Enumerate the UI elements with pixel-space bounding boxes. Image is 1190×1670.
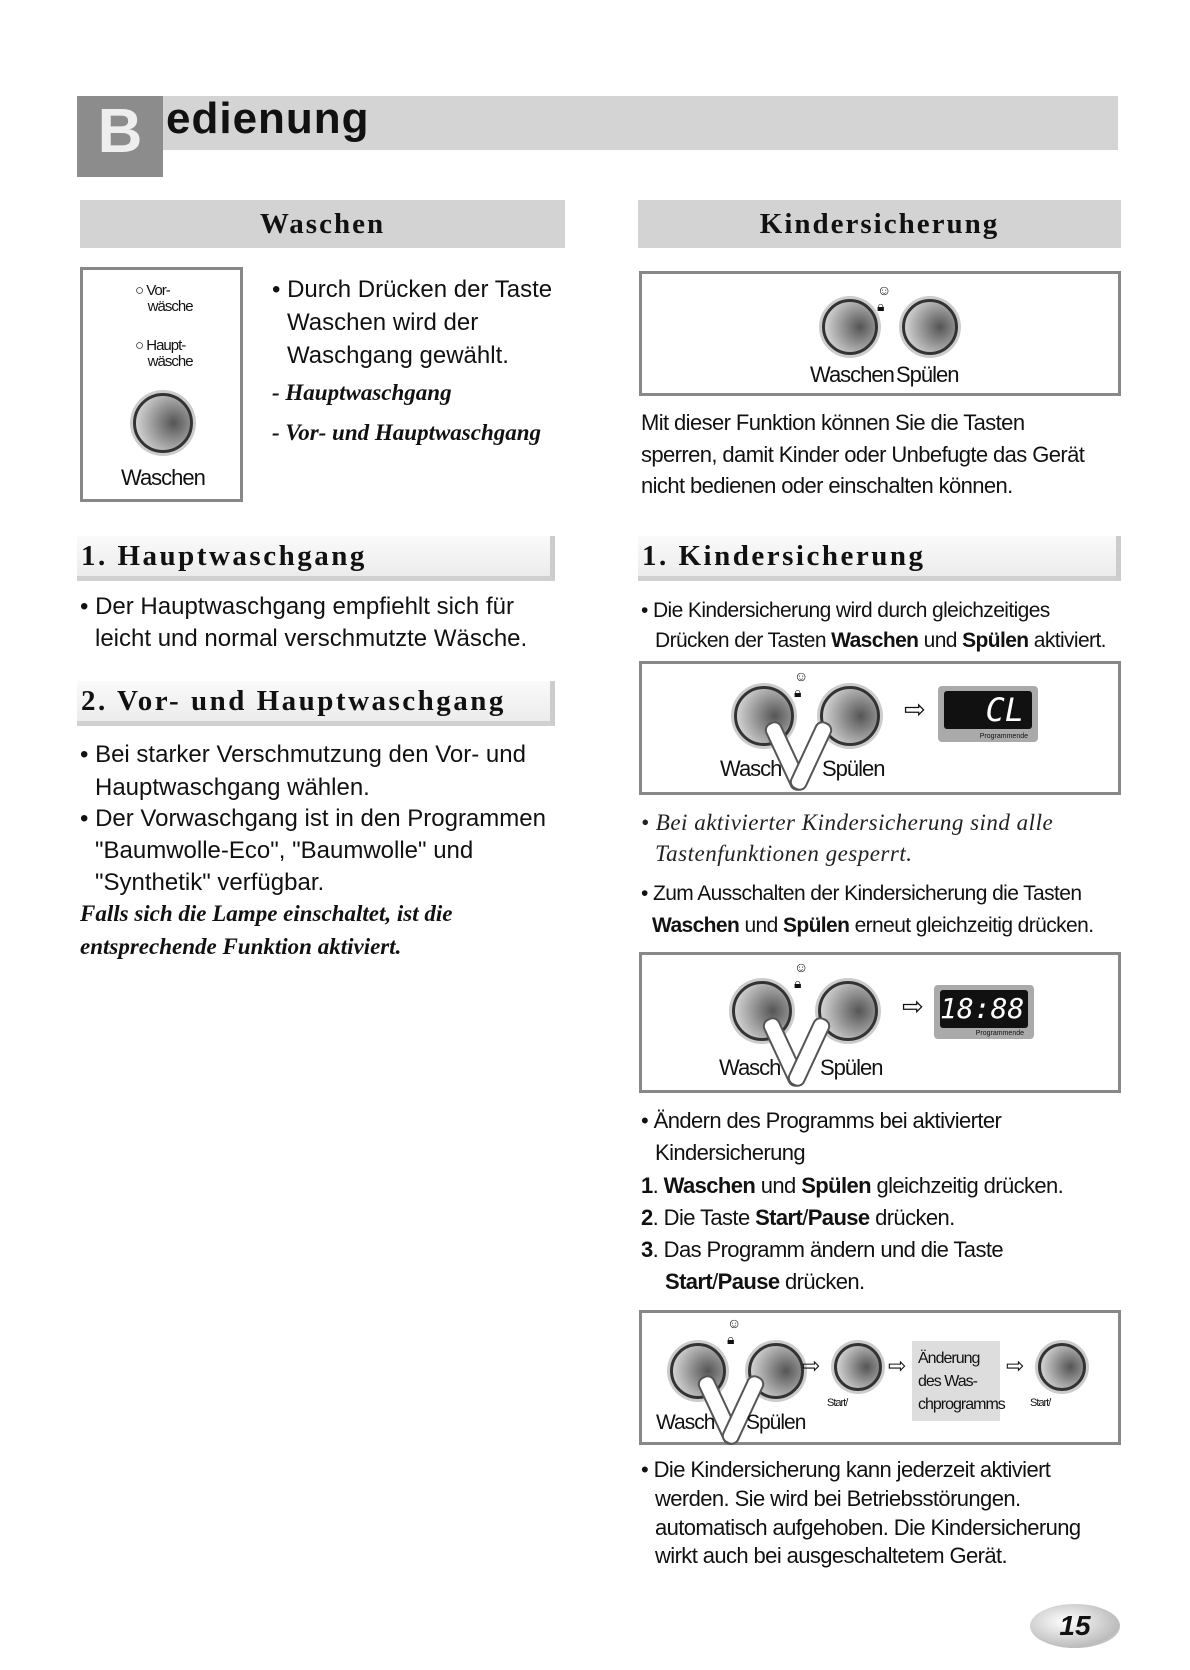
- arrow-right-icon: ⇨: [1006, 1353, 1025, 1378]
- led-label: wäsche: [147, 353, 193, 370]
- text: drücken.: [869, 1205, 955, 1230]
- waschen-button-icon: [822, 299, 878, 355]
- step-3-cont: [665, 1269, 865, 1295]
- bold-text: Pause: [807, 1205, 870, 1230]
- body-text: • Zum Ausschalten der Kindersicherung die Tasten: [641, 882, 1082, 905]
- header-initial: B: [77, 96, 163, 177]
- text: und: [755, 1173, 802, 1198]
- arrow-right-icon: ⇨: [904, 694, 926, 724]
- text: /: [802, 1205, 808, 1230]
- bold-text: Start: [755, 1205, 803, 1230]
- note-text: • Bei aktivierter Kindersicherung sind alle: [641, 810, 1054, 835]
- diagram-buttons: [639, 271, 1121, 396]
- button-label: Spülen: [822, 756, 885, 781]
- button-label: Wasch: [656, 1411, 715, 1434]
- bold-text: Spülen: [782, 914, 850, 937]
- body-text: sperren, damit Kinder oder Unbefugte das Gerät: [641, 442, 1085, 467]
- bold-text: Waschen: [652, 914, 740, 937]
- waschen-button-icon: [133, 393, 193, 453]
- child-lock-icon: ☺ 🔒︎: [794, 959, 809, 991]
- text: aktiviert.: [1028, 629, 1106, 652]
- step-number: 3: [641, 1237, 653, 1262]
- button-label: Start/: [827, 1397, 848, 1409]
- text: /: [712, 1269, 718, 1294]
- body-text: Kindersicherung: [655, 1140, 805, 1165]
- diagram-deactivate: [639, 952, 1121, 1093]
- text: Die Taste: [663, 1205, 756, 1230]
- bold-text: Pause: [717, 1269, 780, 1294]
- body-text: "Synthetik" verfügbar.: [95, 869, 325, 896]
- button-label: Waschen: [810, 362, 894, 387]
- subheading-vor-und-hauptwaschgang: 2. Vor- und Hauptwaschgang: [77, 681, 555, 726]
- body-text: [652, 913, 1093, 939]
- subheading-kindersicherung: 1. Kindersicherung: [638, 536, 1121, 581]
- display-panel: [934, 985, 1034, 1039]
- body-text: "Baumwolle-Eco", "Baumwolle" und: [95, 837, 474, 864]
- display-readout: CL: [944, 691, 1032, 729]
- arrow-right-icon: ⇨: [888, 1353, 907, 1378]
- step-number: 2: [641, 1205, 653, 1230]
- body-text: • Der Hauptwaschgang empfiehlt sich für: [80, 593, 514, 620]
- page-number: 15: [1030, 1604, 1120, 1648]
- start-pause-button-icon: [1038, 1343, 1086, 1391]
- button-label: Spülen: [746, 1411, 806, 1434]
- body-text: Hauptwaschgang wählen.: [95, 774, 370, 801]
- bold-text: Start: [665, 1269, 713, 1294]
- option-text: - Vor- und Hauptwaschgang: [272, 420, 542, 445]
- arrow-right-icon: ⇨: [802, 1353, 821, 1378]
- body-text: • Der Vorwaschgang ist in den Programmen: [80, 805, 546, 832]
- diagram-activate: [639, 661, 1121, 795]
- button-label: Wasch: [719, 1055, 781, 1080]
- body-text: nicht bedienen oder einschalten können.: [641, 473, 1013, 498]
- body-text: automatisch aufgehoben. Die Kindersicherung: [655, 1515, 1081, 1540]
- display-readout: 18:88: [940, 990, 1028, 1028]
- body-text: • Die Kindersicherung wird durch gleichzeitiges: [641, 599, 1050, 622]
- change-program-step: [912, 1341, 1005, 1421]
- button-label: Start/: [1030, 1397, 1051, 1409]
- child-lock-icon: ☺ 🔒︎: [727, 1315, 742, 1347]
- body-text: [655, 628, 1106, 654]
- body-text: leicht und normal verschmutzte Wäsche.: [95, 625, 528, 652]
- body-text: • Bei starker Verschmutzung den Vor- und: [80, 741, 526, 768]
- bold-text: Spülen: [962, 629, 1029, 652]
- led-label: wäsche: [147, 298, 193, 315]
- note-text: entsprechende Funktion aktiviert.: [80, 934, 402, 959]
- led-label: Haupt-: [146, 337, 186, 354]
- text: Drücken der Tasten: [655, 629, 832, 652]
- note-text: Tastenfunktionen gesperrt.: [655, 841, 913, 866]
- text: Änderung: [918, 1350, 980, 1367]
- body-text: wirkt auch bei ausgeschaltetem Gerät.: [655, 1543, 1007, 1568]
- section-title-kindersicherung: Kindersicherung: [638, 200, 1121, 248]
- arrow-right-icon: ⇨: [902, 991, 924, 1021]
- start-pause-button-icon: [834, 1343, 882, 1391]
- child-lock-icon: ☺ 🔒︎: [794, 668, 809, 700]
- button-label: Wasch: [720, 756, 782, 781]
- step-3: 3. Das Programm ändern und die Taste: [641, 1237, 1003, 1262]
- led-label: Vor-: [146, 282, 170, 299]
- text: gleichzeitig drücken.: [870, 1173, 1064, 1198]
- text: des Was-: [918, 1373, 977, 1390]
- waschen-panel-illustration: [80, 267, 243, 502]
- intro-text: • Durch Drücken der Taste: [272, 276, 553, 303]
- intro-text: Waschgang gewählt.: [287, 342, 509, 369]
- step-1: 1. Waschen und Spülen gleichzeitig drücken.: [641, 1173, 1064, 1198]
- text: und: [739, 914, 783, 937]
- led-vorwaesche: ○ Vor- wäsche: [135, 282, 193, 315]
- step-number: 1: [641, 1173, 653, 1198]
- bold-text: Waschen: [831, 629, 919, 652]
- display-panel: [938, 686, 1038, 742]
- body-text: • Die Kindersicherung kann jederzeit aktiviert: [641, 1457, 1051, 1482]
- step-2: 2. Die Taste Start/Pause drücken.: [641, 1205, 955, 1230]
- body-text: werden. Sie wird bei Betriebsstörungen.: [655, 1486, 1021, 1511]
- text: Das Programm ändern und die Taste: [663, 1237, 1003, 1262]
- text: erneut gleichzeitig drücken.: [849, 914, 1094, 937]
- bold-text: Waschen: [663, 1173, 756, 1198]
- spuelen-button-icon: [902, 299, 958, 355]
- section-title-waschen: Waschen: [80, 200, 565, 248]
- child-lock-icon: ☺ 🔒︎: [877, 282, 892, 314]
- note-text: Falls sich die Lampe einschaltet, ist die: [80, 901, 453, 926]
- button-label: Spülen: [896, 362, 959, 387]
- text: und: [918, 629, 963, 652]
- body-text: • Ändern des Programms bei aktivierter: [641, 1108, 1002, 1133]
- display-label: Programmende: [975, 1030, 1024, 1037]
- text: chprogramms: [918, 1396, 1005, 1413]
- button-label: Waschen: [121, 465, 205, 490]
- page-title: edienung: [166, 94, 370, 143]
- option-text: - Hauptwaschgang: [272, 380, 452, 405]
- bold-text: Spülen: [801, 1173, 871, 1198]
- button-label: Spülen: [820, 1055, 883, 1080]
- subheading-hauptwaschgang: 1. Hauptwaschgang: [77, 536, 555, 581]
- intro-text: Waschen wird der: [287, 309, 479, 336]
- diagram-change-program: [639, 1310, 1121, 1445]
- text: drücken.: [779, 1269, 865, 1294]
- led-hauptwaesche: ○ Haupt- wäsche: [135, 337, 193, 370]
- display-label: Programmende: [979, 733, 1028, 740]
- body-text: Mit dieser Funktion können Sie die Tasten: [641, 410, 1025, 435]
